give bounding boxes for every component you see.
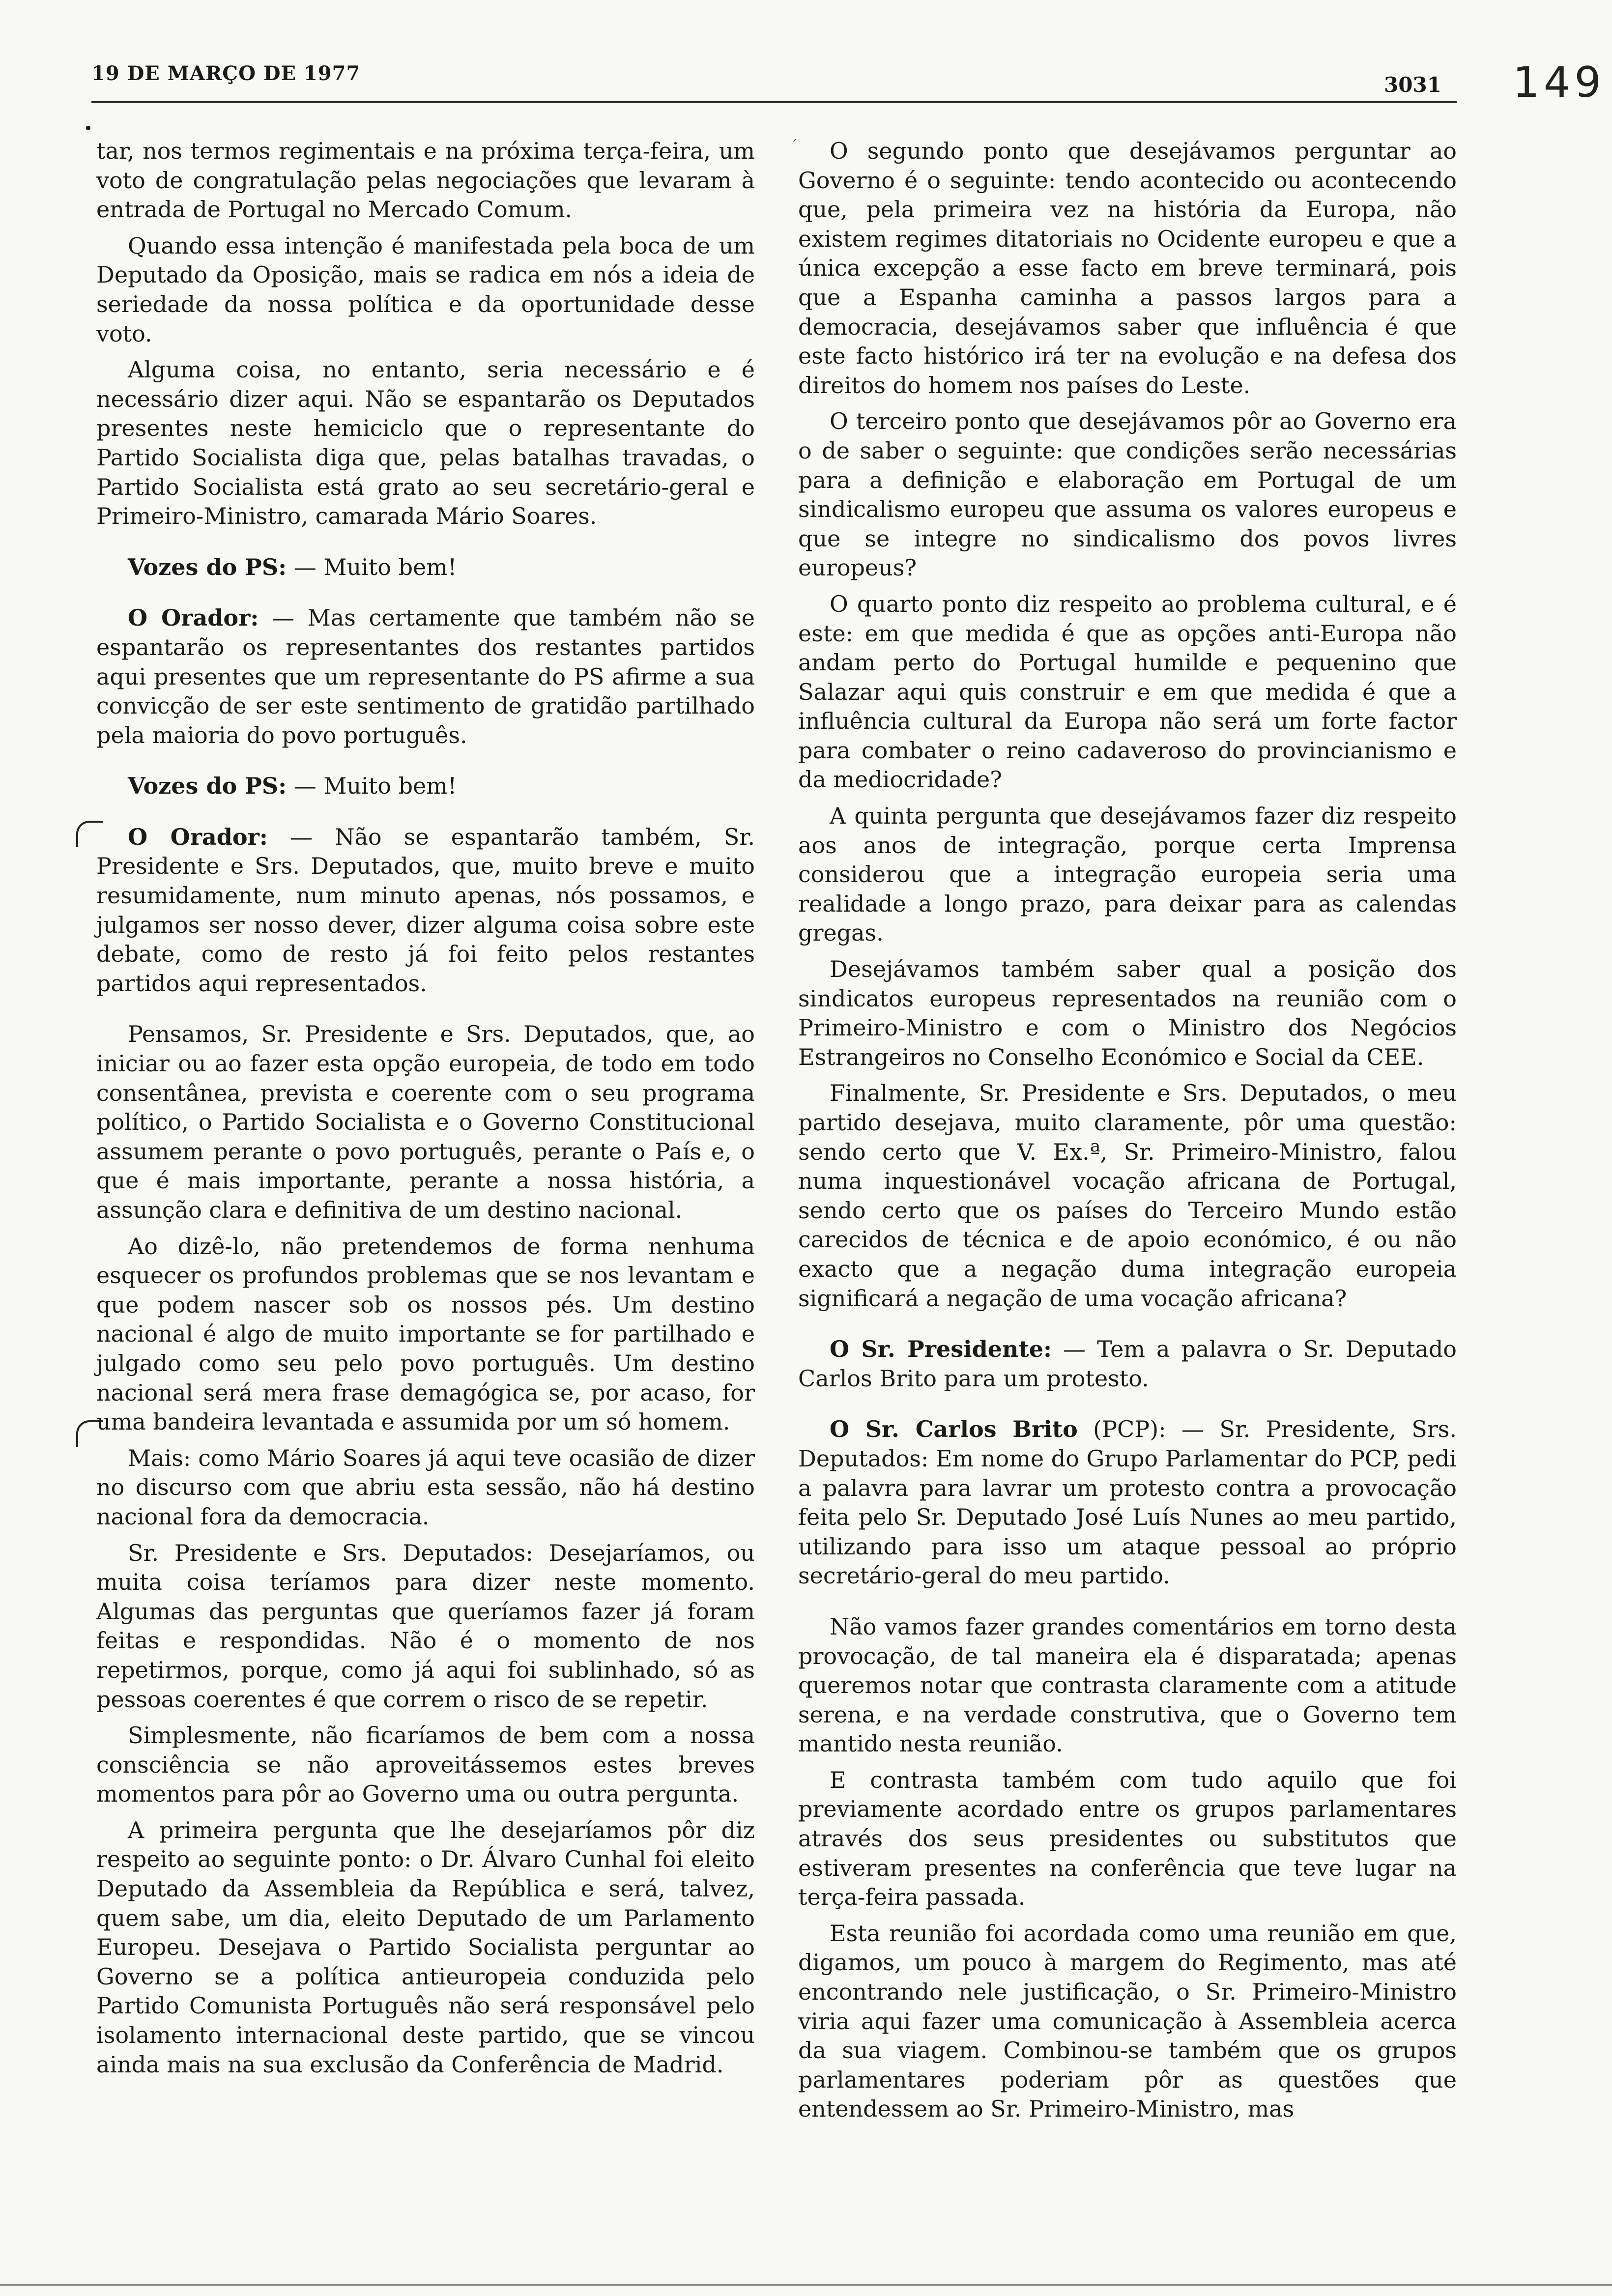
paragraph-text: Pensamos, Sr. Presidente e Srs. Deputados, que, ao iniciar ou ao fazer esta opção europeia, de todo em todo consentânea, prevista e coerente com o seu programa político, o Partido Socialista e o Governo Constitucional assumem perante o povo português, perante o País e, o que é mais importante, perante a nossa história, a assunção clara e definitiva de um destino nacional. <box>96 1021 755 1223</box>
paragraph <box>798 802 1457 948</box>
paragraph <box>96 1721 755 1809</box>
paragraph-text: O terceiro ponto que desejávamos pôr ao Governo era o de saber o seguinte: que condições serão necessárias para a definição e elaboração em Portugal de um sindicalismo europeu que assuma os valores europeus e que se integre no sindicalismo dos povos livres europeus? <box>798 408 1457 581</box>
header-page-number: 3031 <box>1384 73 1441 97</box>
paragraph <box>96 1232 755 1437</box>
right-text-column <box>798 137 1457 2131</box>
speech-text: — Muito bem! <box>287 773 457 800</box>
paragraph <box>798 137 1457 400</box>
speaker-interjection <box>96 772 755 801</box>
paragraph <box>96 1816 755 2079</box>
speaker-name: Vozes do PS: <box>128 553 287 580</box>
paragraph-text: Não vamos fazer grandes comentários em torno desta provocação, de tal maneira ela é disparatada; apenas queremos notar que contrasta claramente com a atitude serena, e na verdade construtiva, que o Governo tem mantido nesta reunião. <box>798 1613 1457 1757</box>
speaker-name: O Orador: <box>128 604 259 631</box>
speaker-name: O Orador: <box>128 823 268 850</box>
header-rule <box>91 101 1457 103</box>
paragraph <box>798 1612 1457 1759</box>
paragraph-text: Esta reunião foi acordada como uma reunião em que, digamos, um pouco à margem do Regimento, mas até encontrando nele justificação, o Sr. Primeiro-Ministro viria aqui fazer uma comunicação à Assembleia acerca da sua viagem. Combinou-se também que os grupos parlamentares poderiam pôr as questões que entendessem ao Sr. Primeiro-Ministro, mas <box>798 1920 1457 2123</box>
margin-dot-mark: • <box>84 119 93 138</box>
paragraph <box>96 355 755 531</box>
paragraph <box>96 1444 755 1532</box>
speech-text: — Não se espantarão também, Sr. Presidente e Srs. Deputados, que, muito breve e muito resumidamente, num minuto apenas, nós possamos, e julgamos ser nosso dever, dizer alguma coisa sobre este debate, como de resto já foi feito pelos restantes partidos aqui representados. <box>96 823 755 997</box>
speaker-paragraph <box>96 603 755 750</box>
paragraph-text: Desejávamos também saber qual a posição dos sindicatos europeus representados na reunião com o Primeiro-Ministro e com o Ministro dos Negócios Estrangeiros no Conselho Económico e Social da CEE. <box>798 956 1457 1070</box>
paragraph-text: Sr. Presidente e Srs. Deputados: Desejaríamos, ou muita coisa teríamos para dizer neste momento. Algumas das perguntas que queríamos fazer já foram feitas e respondidas. Não é o momento de nos repetirmos, porque, como já aqui foi sublinhado, só as pessoas coerentes é que correm o risco de se repetir. <box>96 1539 755 1713</box>
speaker-paragraph <box>96 823 755 999</box>
paragraph-text: Quando essa intenção é manifestada pela boca de um Deputado da Oposição, mais se radica em nós a ideia de seriedade da nossa política e da oportunidade desse voto. <box>96 232 755 347</box>
speech-text: — Mas certamente que também não se espantarão os representantes dos restantes partidos aqui presentes que um representante do PS afirme a sua convicção de ser este sentimento de gratidão partilhado pela maioria do povo português. <box>96 604 755 748</box>
paragraph <box>96 1539 755 1715</box>
paragraph-text: O quarto ponto diz respeito ao problema cultural, e é este: em que medida é que as opções anti-Europa não andam perto do Portugal humilde e pequenino que Salazar aqui quis construir e em que medida é que a influência cultural da Europa não será um forte factor para combater o reino cadaveroso do provincianismo e da mediocridade? <box>798 590 1457 793</box>
speaker-name: O Sr. Carlos Brito <box>830 1416 1078 1443</box>
speech-text: (PCP): — Sr. Presidente, Srs. Deputados: Em nome do Grupo Parlamentar do PCP, pedi a palavra para lavrar um protesto contra a provocação feita pelo Sr. Deputado José Luís Nunes ao meu partido, utilizando para isso um ataque pessoal ao próprio secretário-geral do meu partido. <box>798 1416 1457 1589</box>
speaker-name: O Sr. Presidente: <box>830 1336 1052 1363</box>
speech-text: — Muito bem! <box>287 553 457 580</box>
paragraph-text: E contrasta também com tudo aquilo que foi previamente acordado entre os grupos parlamentares através dos seus presidentes ou substitutos que estiveram presentes na conferência que teve lugar na terça-feira passada. <box>798 1766 1457 1911</box>
paragraph <box>798 955 1457 1072</box>
paragraph-text: Alguma coisa, no entanto, seria necessário e é necessário dizer aqui. Não se espantarão os Deputados presentes neste hemiciclo que o representante do Partido Socialista diga que, pelas batalhas travadas, o Partido Socialista está grato ao seu secretário-geral e Primeiro-Ministro, camarada Mário Soares. <box>96 356 755 530</box>
speaker-name: Vozes do PS: <box>128 773 287 800</box>
speaker-paragraph <box>798 1335 1457 1393</box>
paragraph <box>798 1766 1457 1912</box>
paragraph <box>96 137 755 225</box>
margin-tick-mark: ˊ <box>790 138 798 155</box>
page-bottom-edge <box>0 2284 1612 2286</box>
paragraph-text: tar, nos termos regimentais e na próxima terça-feira, um voto de congratulação pelas negociações que levaram à entrada de Portugal no Mercado Comum. <box>96 138 755 223</box>
paragraph <box>96 1020 755 1225</box>
handwritten-folio-number: 149 <box>1513 58 1606 107</box>
paragraph-text: A primeira pergunta que lhe desejaríamos pôr diz respeito ao seguinte ponto: o Dr. Álvaro Cunhal foi eleito Deputado da Assembleia da República e será, talvez, quem sabe, um dia, eleito Deputado de um Parlamento Europeu. Desejava o Partido Socialista perguntar ao Governo se a política antieuropeia conduzida pelo Partido Comunista Português não será responsável pelo isolamento internacional deste partido, que se vincou ainda mais na sua exclusão da Conferência de Madrid. <box>96 1816 755 2078</box>
paragraph-text: Simplesmente, não ficaríamos de bem com a nossa consciência se não aproveitássemos estes breves momentos para pôr ao Governo uma ou outra pergunta. <box>96 1722 755 1808</box>
paragraph <box>798 590 1457 795</box>
paragraph-text: O segundo ponto que desejávamos perguntar ao Governo é o seguinte: tendo acontecido ou acontecendo que, pela primeira vez na história da Europa, não existem regimes ditatoriais no Ocidente europeu e que a única excepção a esse facto em breve terminará, pois que a Espanha caminha a passos largos para a democracia, desejávamos saber que influência é que este facto histórico irá ter na evolução e na defesa dos direitos do homem nos países do Leste. <box>798 138 1457 399</box>
speaker-interjection <box>96 553 755 582</box>
paragraph-text: Finalmente, Sr. Presidente e Srs. Deputados, o meu partido desejava, muito claramente, pôr uma questão: sendo certo que V. Ex.ª, Sr. Primeiro-Ministro, falou numa inquestionável vocação africana de Portugal, sendo certo que os países do Terceiro Mundo estão carecidos de técnica e de apoio económico, é ou não exacto que a negação duma integração europeia significará a negação de uma vocação africana? <box>798 1080 1457 1312</box>
header-date: 19 DE MARÇO DE 1977 <box>91 62 361 85</box>
paragraph <box>798 407 1457 583</box>
paragraph <box>798 1079 1457 1313</box>
speaker-paragraph <box>798 1415 1457 1591</box>
speech-text: — Tem a palavra o Sr. Deputado Carlos Brito para um protesto. <box>798 1336 1457 1392</box>
paragraph-text: Mais: como Mário Soares já aqui teve ocasião de dizer no discurso com que abriu esta sessão, não há destino nacional fora da democracia. <box>96 1444 755 1530</box>
paragraph-text: A quinta pergunta que desejávamos fazer diz respeito aos anos de integração, porque certa Imprensa considerou que a integração europeia seria uma realidade a longo prazo, para deixar para as calendas gregas. <box>798 803 1457 947</box>
paragraph-text: Ao dizê-lo, não pretendemos de forma nenhuma esquecer os profundos problemas que se nos levantam e que podem nascer sob os nossos pés. Um destino nacional é algo de muito importante se for partilhado e julgado como seu pelo povo português. Um destino nacional será mera frase demagógica se, por acaso, for uma bandeira levantada e assumida por um só homem. <box>96 1233 755 1435</box>
left-text-column <box>96 137 755 2086</box>
paragraph <box>798 1919 1457 2124</box>
paragraph <box>96 231 755 348</box>
